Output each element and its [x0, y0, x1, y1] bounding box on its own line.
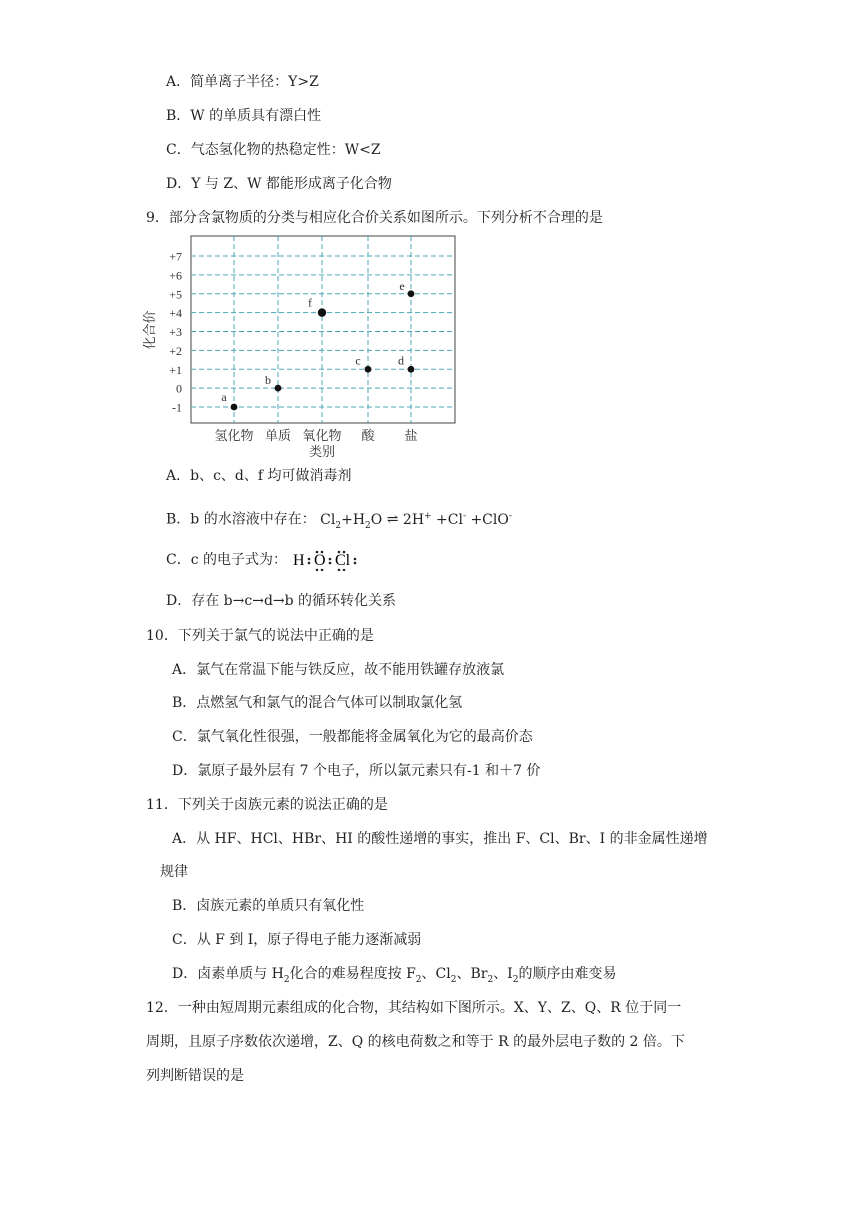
y-tick-label: +6	[169, 268, 182, 283]
clo-minus: +ClO-	[470, 511, 512, 528]
y-tick-label: +2	[169, 343, 182, 358]
q8-option-c: C．气态氢化物的热稳定性：W<Z	[166, 142, 381, 158]
point-label-b: b	[265, 373, 271, 388]
point-a	[231, 404, 238, 411]
q10-option-c: C．氯气氧化性很强，一般都能将金属氧化为它的最高价态	[172, 729, 533, 745]
q9-stem: 9．部分含氯物质的分类与相应化合价关系如图所示。下列分析不合理的是	[146, 210, 603, 226]
q11-stem: 11．下列关于卤族元素的说法正确的是	[146, 797, 388, 813]
point-c	[365, 366, 372, 373]
x-tick-label: 盐	[404, 429, 418, 444]
q11-option-a-line2: 规律	[160, 864, 188, 880]
h-plus: 2H+	[402, 511, 432, 528]
y-tick-label: -1	[172, 400, 182, 415]
q9-option-d: D．存在 b→c→d→b 的循环转化关系	[166, 593, 397, 609]
x-axis-label: 类别	[308, 445, 336, 460]
y-tick-label: +4	[169, 306, 182, 321]
x-tick-label: 单质	[264, 429, 292, 444]
q8-option-d: D．Y 与 Z、W 都能形成离子化合物	[166, 176, 392, 192]
x-tick-label: 酸	[361, 429, 375, 444]
q11-option-b: B．卤族元素的单质只有氧化性	[172, 898, 365, 914]
plot-frame	[191, 236, 455, 423]
q12-line-1: 12．一种由短周期元素组成的化合物，其结构如下图所示。X、Y、Z、Q、R 位于同一	[146, 1000, 682, 1016]
q9-option-c-prefix: C．c 的电子式为：	[166, 552, 288, 568]
q12-line-2: 周期，且原子序数依次递增，Z、Q 的核电荷数之和等于 R 的最外层电子数的 2 倍。下	[146, 1034, 685, 1050]
q11-option-a-line1: A．从 HF、HCl、HBr、HI 的酸性递增的事实，推出 F、Cl、Br、I 的非金属性递增	[172, 831, 708, 847]
q10-stem: 10．下列关于氯气的说法中正确的是	[146, 628, 374, 644]
q10-option-b: B．点燃氢气和氯气的混合气体可以制取氯化氢	[172, 695, 463, 711]
point-label-e: e	[399, 278, 405, 293]
equilibrium-arrow: ⇌	[386, 511, 399, 528]
point-label-f: f	[308, 295, 312, 310]
point-label-c: c	[355, 353, 361, 368]
x-tick-label: 氧化物	[302, 429, 342, 444]
svg-text:H: H	[293, 552, 306, 569]
x-tick-label: 氢化物	[214, 429, 254, 444]
q9-option-a: A．b、c、d、f 均可做消毒剂	[166, 468, 352, 484]
h2o-formula: $+H_2O$	[341, 511, 383, 531]
q9-option-b	[166, 506, 512, 535]
q10-option-a: A．氯气在常温下能与铁反应，故不能用铁罐存放液氯	[172, 662, 505, 678]
q8-option-a: A．简单离子半径：Y>Z	[166, 74, 319, 90]
svg-text:O: O	[314, 552, 327, 569]
y-axis-label: 化合价	[143, 310, 158, 350]
point-label-a: a	[221, 390, 227, 404]
cl2-formula: $Cl_2$	[320, 511, 342, 531]
q11-option-c: C．从 F 到 I，原子得电子能力逐渐减弱	[172, 932, 422, 948]
q9-option-b-prefix: B．b 的水溶液中存在：	[166, 511, 316, 528]
point-label-d: d	[398, 353, 404, 368]
svg-text:Cl: Cl	[335, 552, 351, 569]
valence-chart	[140, 226, 470, 464]
point-d	[408, 366, 415, 373]
hocl-electron-formula	[291, 550, 375, 570]
y-tick-label: +1	[169, 362, 182, 377]
q12-line-3: 列判断错误的是	[146, 1068, 244, 1084]
point-e	[408, 290, 415, 297]
q10-option-d: D．氯原子最外层有 7 个电子，所以氯元素只有-1 和＋7 价	[172, 763, 541, 779]
y-tick-label: +7	[169, 249, 182, 264]
y-tick-label: 0	[176, 381, 182, 396]
cl-minus: +Cl-	[436, 511, 466, 528]
q9-option-c	[166, 550, 375, 570]
q11-option-d: D．卤素单质与 $H_2$化合的难易程度按 $F_2$、$Cl_2$、$Br_2$、$I_2$的顺序由难变易	[172, 966, 617, 985]
y-tick-label: +5	[169, 287, 182, 302]
q8-option-b: B．W 的单质具有漂白性	[166, 108, 322, 124]
point-f	[318, 308, 326, 316]
y-tick-label: +3	[169, 325, 182, 339]
point-b	[275, 385, 282, 392]
